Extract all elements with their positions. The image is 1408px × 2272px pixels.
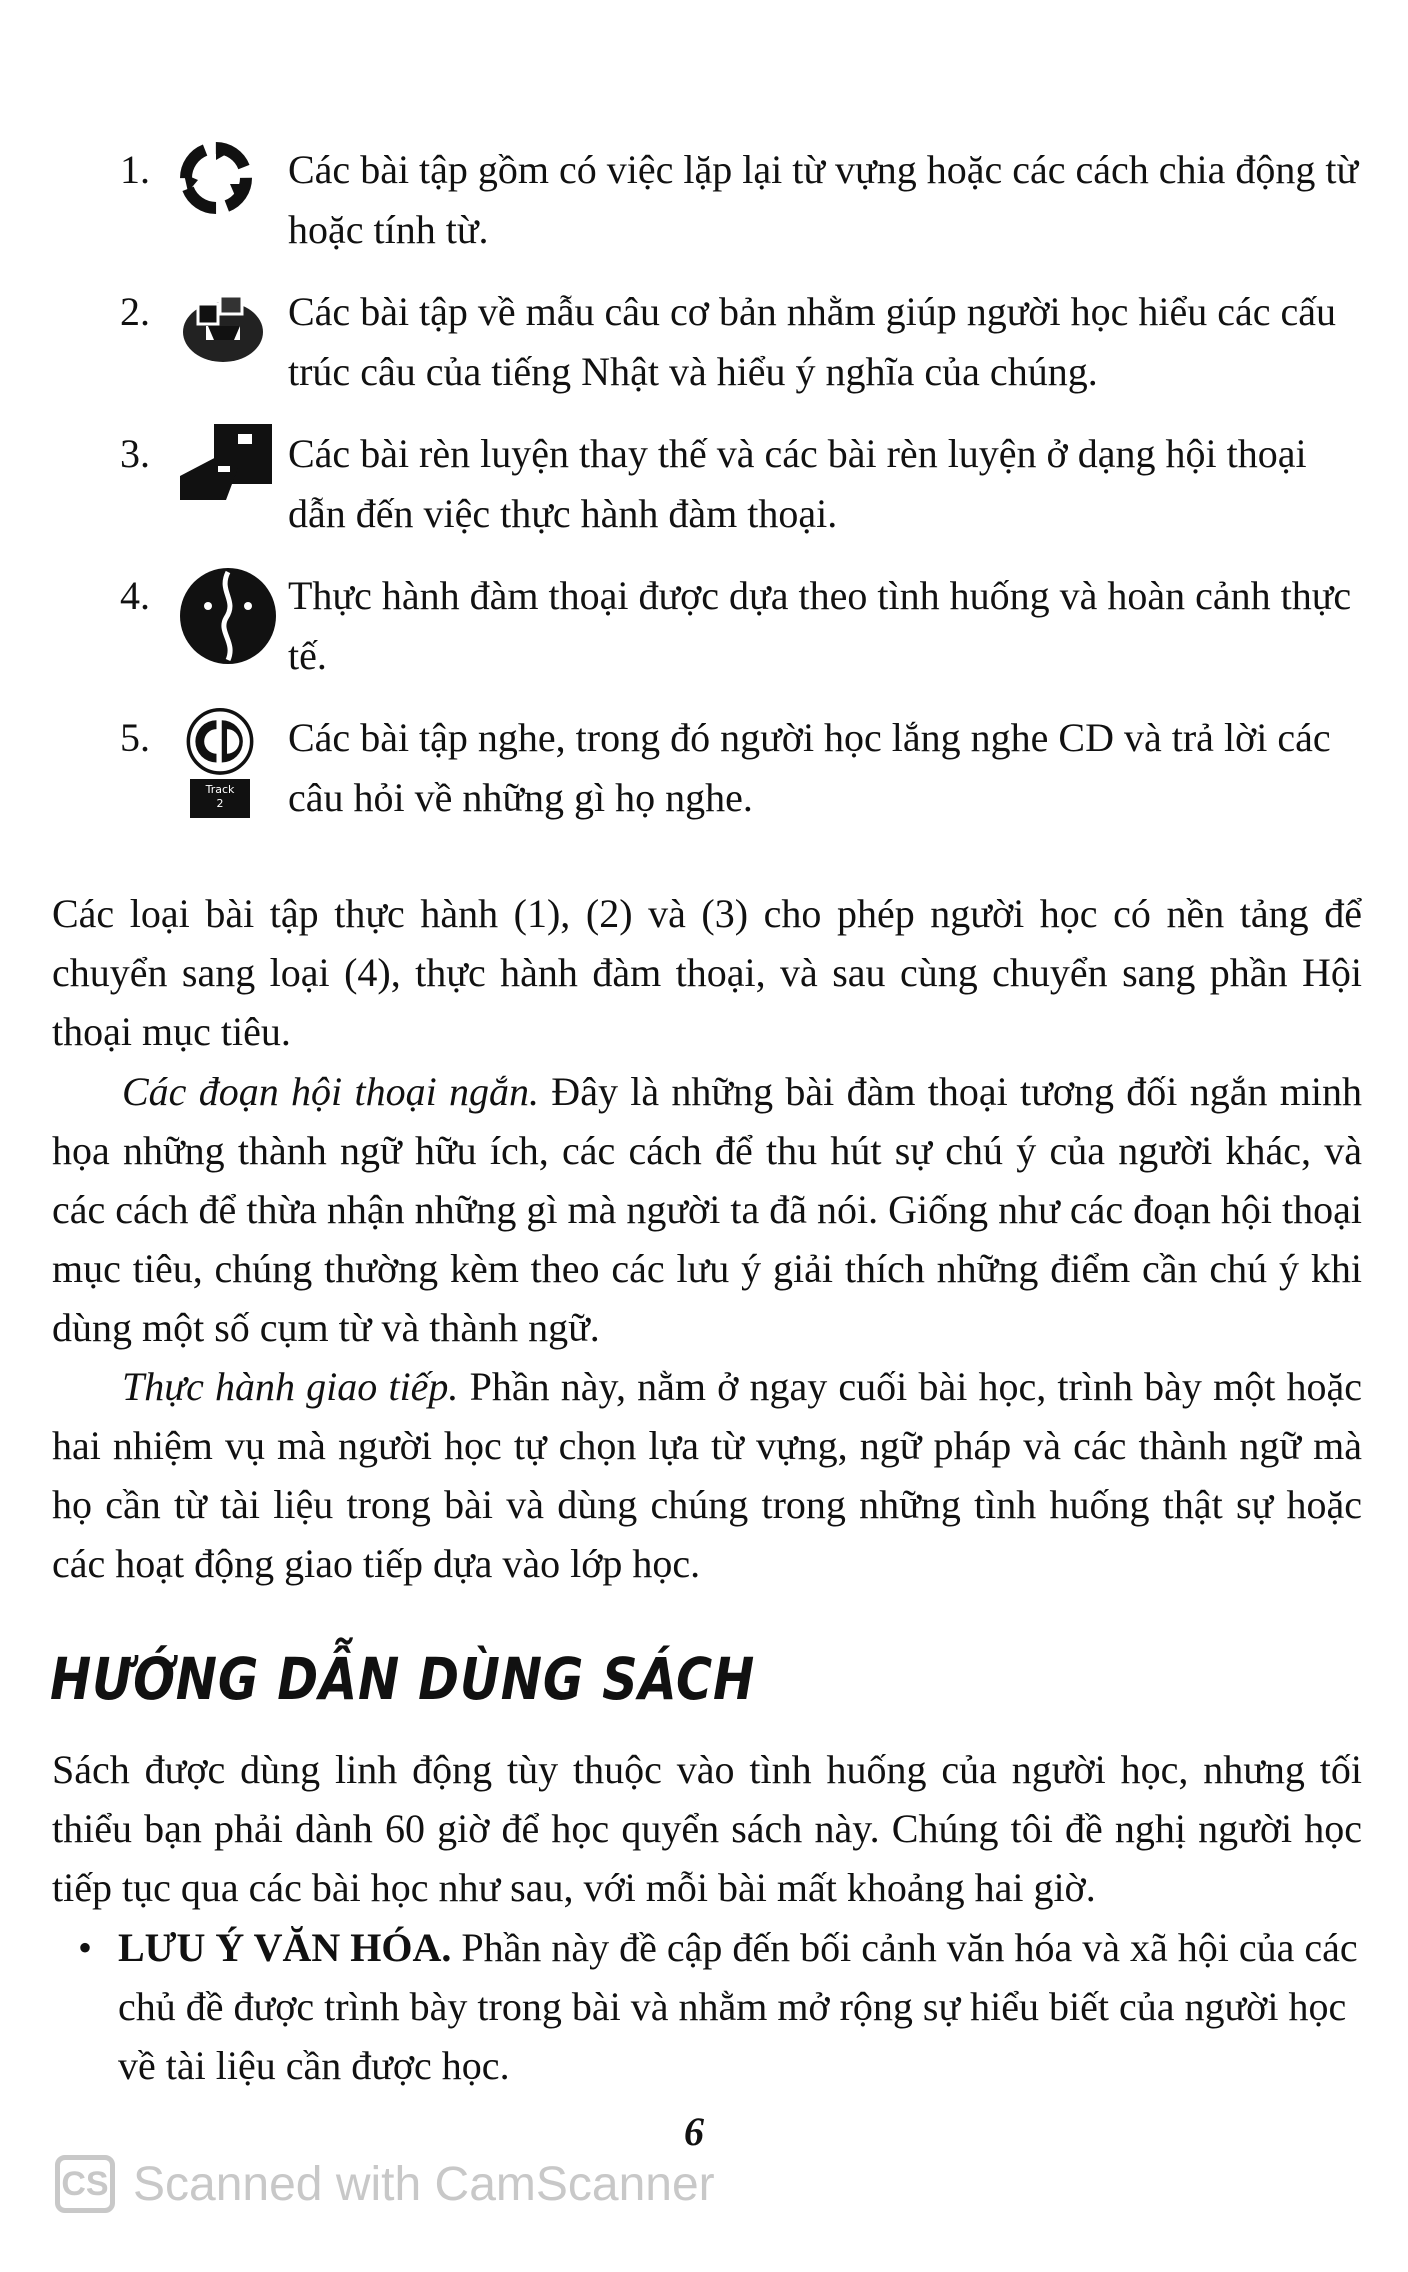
list-item (120, 282, 1370, 402)
item-number: 2. (120, 289, 150, 334)
list-item (120, 708, 1370, 828)
list-item (120, 566, 1370, 686)
camscanner-watermark (55, 2155, 715, 2213)
section-intro (52, 1740, 1362, 1917)
item-text: Các bài rèn luyện thay thế và các bài rèn luyện ở dạng hội thoại dẫn đến việc thực hành đàm thoại. (288, 431, 1307, 536)
track-label-text: Track (205, 782, 235, 796)
bullet-item-culture-note (78, 1918, 1358, 2095)
item-text: Các bài tập gồm có việc lặp lại từ vựng hoặc các cách chia động từ hoặc tính từ. (288, 147, 1359, 252)
item-number: 3. (120, 431, 150, 476)
camscanner-logo-icon: CS (55, 2155, 115, 2213)
list-item (120, 424, 1370, 544)
cd-track-icon (178, 708, 288, 818)
exercise-type-list (120, 140, 1370, 828)
track-label (190, 779, 250, 818)
paragraph-communication-practice (52, 1357, 1362, 1593)
bullet-text: Phần này đề cập đến bối cảnh văn hóa và xã hội của các chủ đề được trình bày trong bài và nhằm mở rộng sự hiểu biết của người học về tài liệu cần được học. (118, 1925, 1358, 2088)
item-text: Các bài tập về mẫu câu cơ bản nhằm giúp người học hiểu các cấu trúc câu của tiếng Nhật và hiểu ý nghĩa của chúng. (288, 289, 1337, 394)
paragraph-text: Sách được dùng linh động tùy thuộc vào tình huống của người học, nhưng tối thiểu bạn phải dành 60 giờ để học quyển sách này. Chúng tôi đề nghị người học tiếp tục qua các bài học như sau, với mỗi bài mất khoảng hai giờ. (52, 1747, 1362, 1910)
watermark-text: Scanned with CamScanner (133, 2157, 715, 2211)
item-number: 1. (120, 147, 150, 192)
item-text: Thực hành đàm thoại được dựa theo tình huống và hoàn cảnh thực tế. (288, 573, 1352, 678)
item-text: Các bài tập nghe, trong đó người học lắng nghe CD và trả lời các câu hỏi về những gì họ nghe. (288, 715, 1331, 820)
paragraph-short-dialogues (52, 1062, 1362, 1357)
item-number: 5. (120, 715, 150, 760)
paragraph-lead: Các đoạn hội thoại ngắn. (122, 1069, 539, 1114)
track-number: 2 (216, 796, 224, 810)
paragraph-practice-types (52, 884, 1362, 1061)
page-number: 6 (684, 2109, 704, 2154)
paragraph-text: Các loại bài tập thực hành (1), (2) và (3) cho phép người học có nền tảng để chuyển sang loại (4), thực hành đàm thoại, và sau cùng chuyển sang phần Hội thoại mục tiêu. (52, 891, 1362, 1054)
building-blocks-icon (178, 282, 288, 392)
conversation-faces-icon (178, 566, 288, 676)
paragraph-lead: Thực hành giao tiếp. (122, 1364, 459, 1409)
paragraph-text: Phần này, nằm ở ngay cuối bài học, trình bày một hoặc hai nhiệm vụ mà người học tự chọn lựa từ vựng, ngữ pháp và các thành ngữ mà họ cần từ tài liệu trong bài và dùng chúng trong những tình huống thật sự hoặc các hoạt động giao tiếp dựa vào lớp học. (52, 1364, 1362, 1586)
bullet-lead: LƯU Ý VĂN HÓA. (118, 1925, 452, 1970)
item-number: 4. (120, 573, 150, 618)
section-heading: HƯỚNG DẪN DÙNG SÁCH (50, 1645, 756, 1713)
paragraph-text: Đây là những bài đàm thoại tương đối ngắn minh họa những thành ngữ hữu ích, các cách để thu hút sự chú ý của người khác, và các cách để thừa nhận những gì mà người ta đã nói. Giống như các đoạn hội thoại mục tiêu, chúng thường kèm theo các lưu ý giải thích những điểm cần chú ý khi dùng một số cụm từ và thành ngữ. (52, 1069, 1362, 1350)
bullet-dot: • (78, 1925, 93, 1970)
substitution-drill-icon (178, 424, 288, 534)
list-item (120, 140, 1370, 260)
recycle-arrows-icon (178, 140, 288, 250)
